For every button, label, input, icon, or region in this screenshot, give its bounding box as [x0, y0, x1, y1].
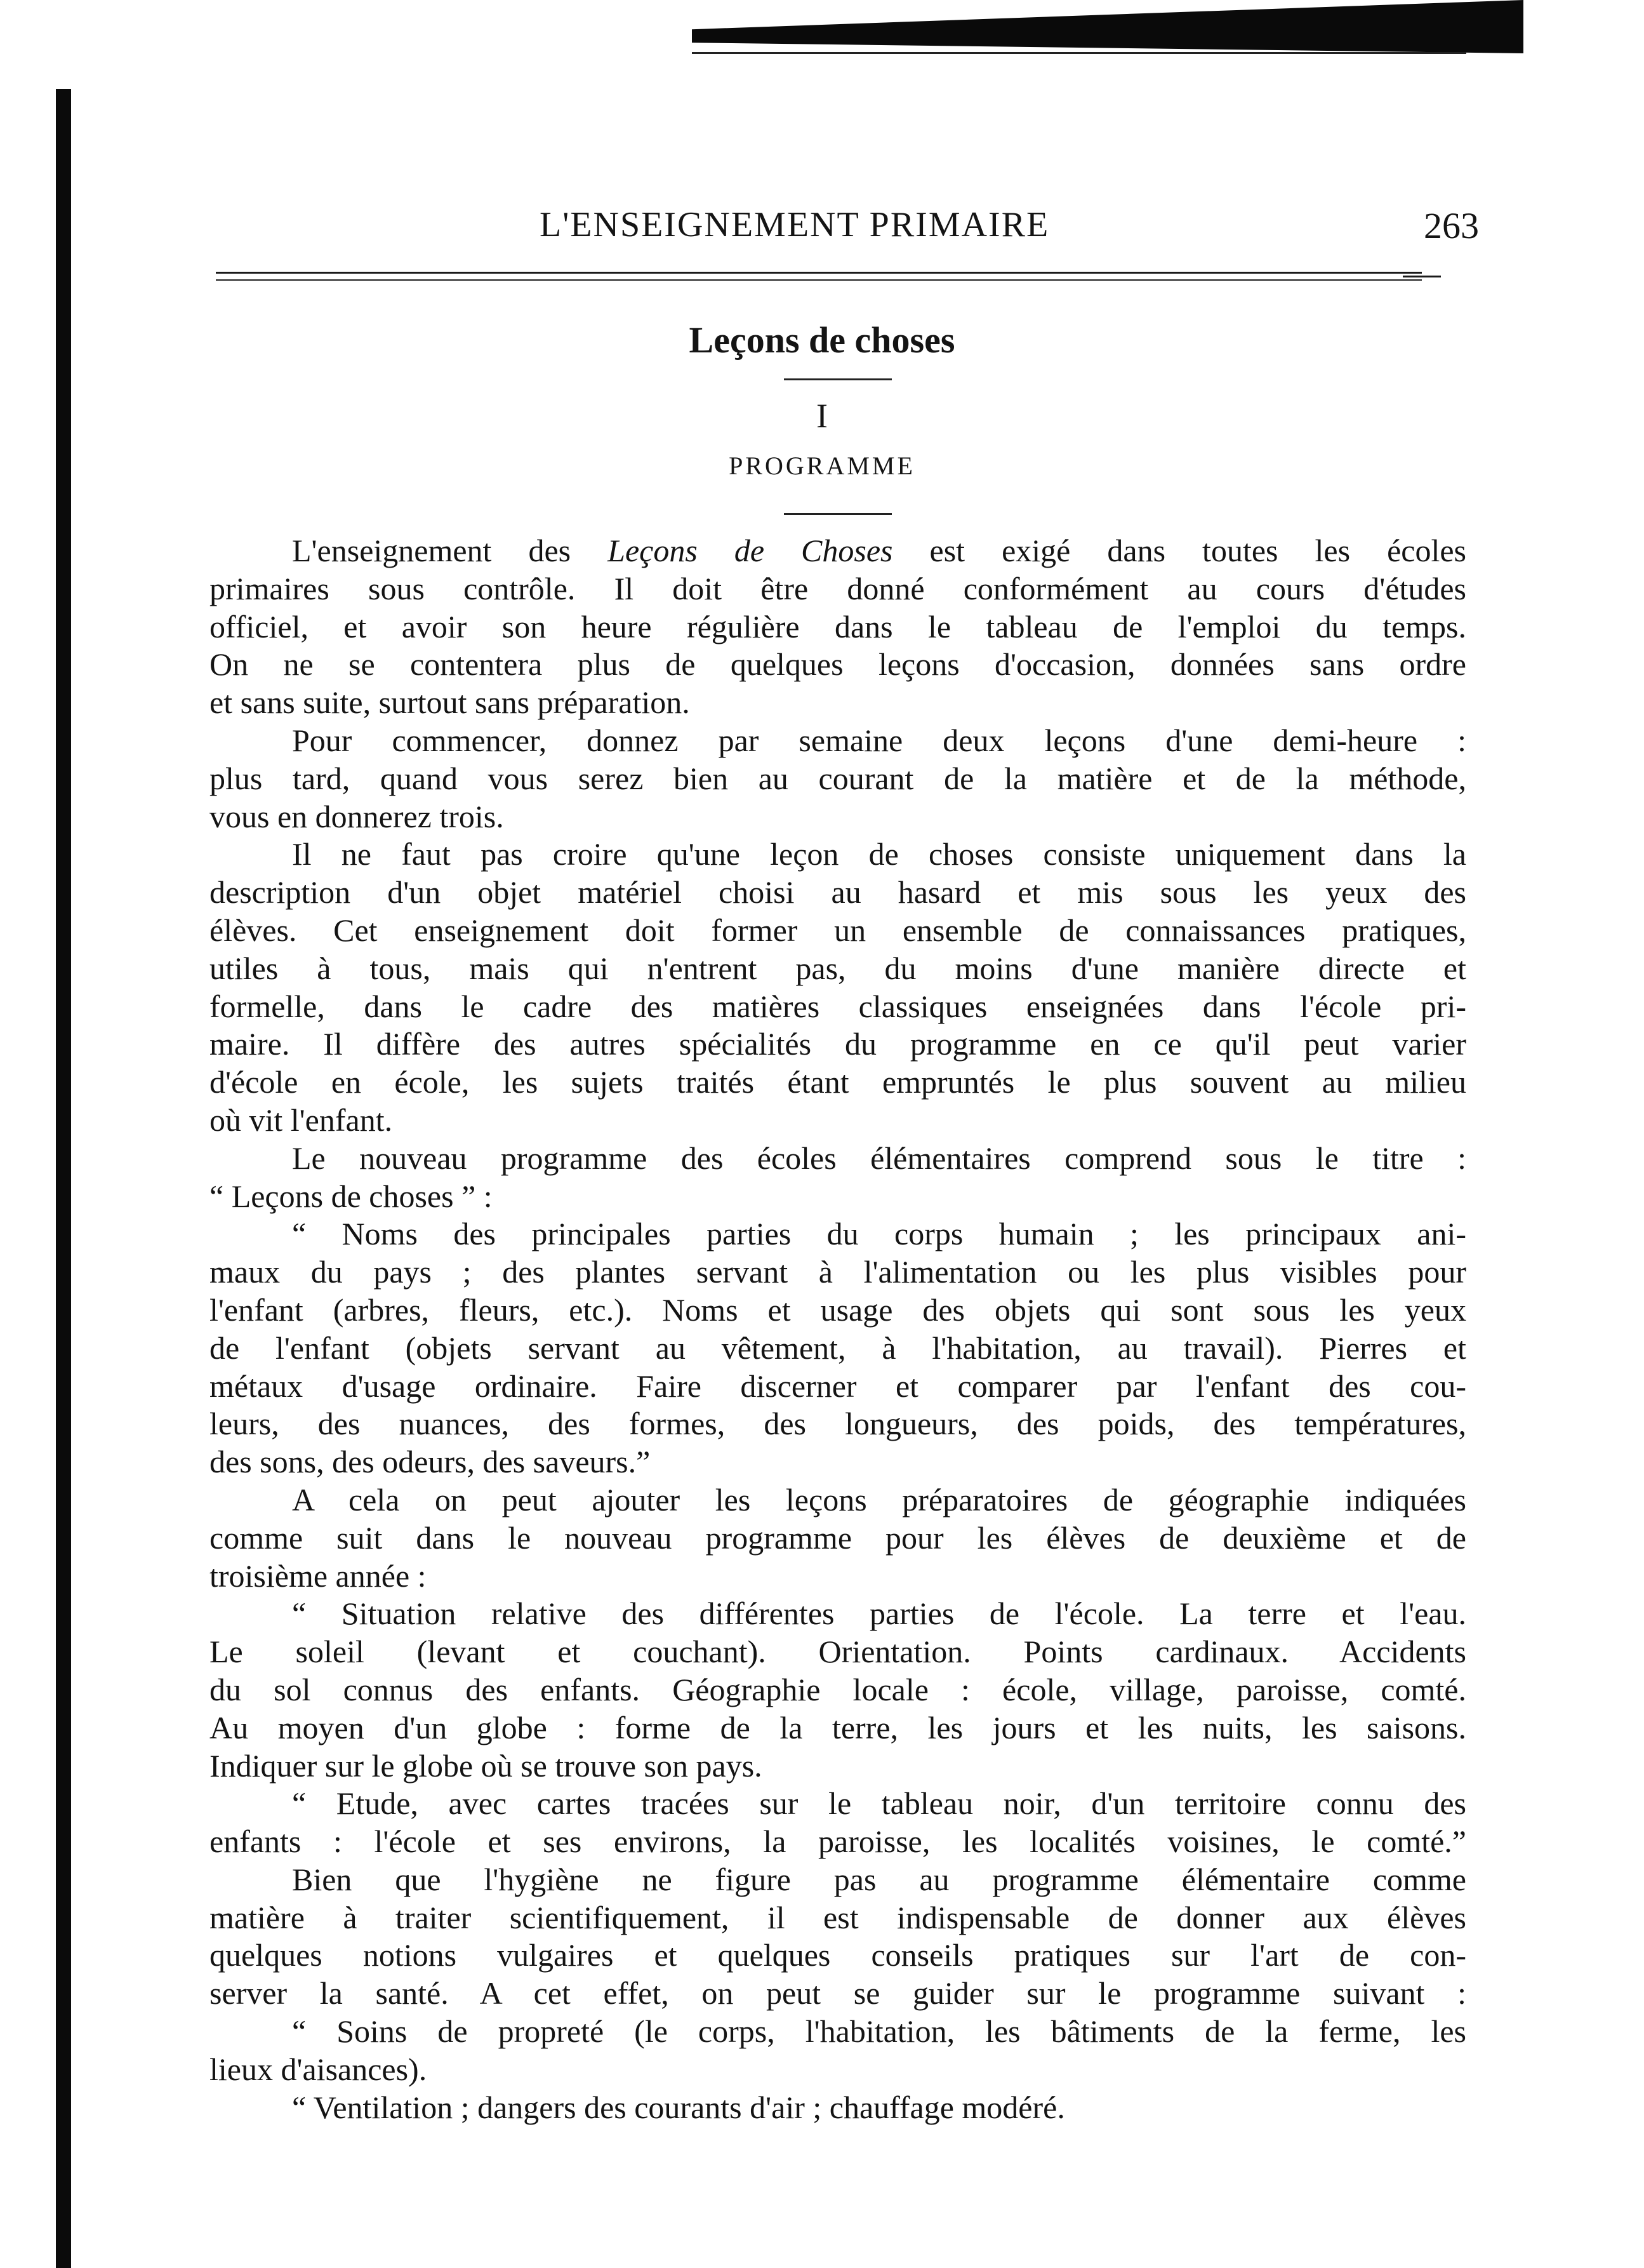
header-rule-top	[216, 272, 1422, 274]
section-divider	[784, 513, 892, 515]
text-line: leurs, des nuances, des formes, des longueurs, des poids, des températures,	[209, 1406, 1466, 1442]
text-line: server la santé. A cet effet, on peut se guider sur le programme suivant :	[209, 1975, 1466, 2011]
text-line: métaux d'usage ordinaire. Faire discerner et comparer par l'enfant des cou-	[209, 1368, 1466, 1404]
text-line: A cela on peut ajouter les leçons préparatoires de géographie indiquées	[292, 1481, 1466, 1518]
scan-line-top	[692, 52, 1466, 54]
text-line: du sol connus des enfants. Géographie locale : école, village, paroisse, comté.	[209, 1671, 1466, 1707]
header-rule-short	[1403, 276, 1441, 277]
text-line: “ Soins de propreté (le corps, l'habitation, les bâtiments de la ferme, les	[292, 2013, 1466, 2050]
text-line: matière à traiter scientifiquement, il est indispensable de donner aux élèves	[209, 1899, 1466, 1935]
text-line: “ Ventilation ; dangers des courants d'air ; chauffage modéré.	[292, 2089, 1065, 2125]
text-line: maux du pays ; des plantes servant à l'alimentation ou les plus visibles pour	[209, 1254, 1466, 1290]
text-line: et sans suite, surtout sans préparation.	[209, 684, 690, 721]
text-line: Le soleil (levant et couchant). Orientation. Points cardinaux. Accidents	[209, 1634, 1466, 1670]
text-line: utiles à tous, mais qui n'entrent pas, du moins d'une manière directe et	[209, 950, 1466, 986]
text-line: L'enseignement des Leçons de Choses est exigé dans toutes les écoles	[292, 533, 1466, 568]
text-line: plus tard, quand vous serez bien au courant de la matière et de la méthode,	[209, 760, 1466, 796]
scan-edge-top	[692, 0, 1523, 53]
section-label: PROGRAMME	[729, 451, 915, 480]
text-line: Pour commencer, donnez par semaine deux leçons d'une demi-heure :	[292, 722, 1466, 758]
text-line: Bien que l'hygiène ne figure pas au programme élémentaire comme	[292, 1861, 1466, 1897]
text-line: Indiquer sur le globe où se trouve son pays.	[209, 1747, 762, 1784]
text-line: “ Leçons de choses ” :	[209, 1178, 493, 1214]
text-line: des sons, des odeurs, des saveurs.”	[209, 1444, 651, 1480]
article-title: Leçons de choses	[689, 319, 955, 361]
title-divider	[784, 378, 892, 380]
text-line: d'école en école, les sujets traités étant empruntés le plus souvent au milieu	[209, 1064, 1466, 1100]
text-line: officiel, et avoir son heure régulière dans le tableau de l'emploi du temps.	[209, 608, 1466, 644]
text-line: “ Etude, avec cartes tracées sur le tableau noir, d'un territoire connu des	[292, 1785, 1466, 1822]
text-line: On ne se contentera plus de quelques leçons d'occasion, données sans ordre	[209, 646, 1466, 683]
text-line: l'enfant (arbres, fleurs, etc.). Noms et usage des objets qui sont sous les yeux	[209, 1291, 1466, 1328]
text-line: vous en donnerez trois.	[209, 798, 504, 834]
text-line: Il ne faut pas croire qu'une leçon de choses consiste uniquement dans la	[292, 836, 1466, 872]
text-line: lieux d'aisances).	[209, 2051, 427, 2087]
text-line: élèves. Cet enseignement doit former un ensemble de connaissances pratiques,	[209, 912, 1466, 948]
body-text	[209, 532, 1466, 2126]
text-line: quelques notions vulgaires et quelques conseils pratiques sur l'art de con-	[209, 1937, 1466, 1973]
text-line: “ Situation relative des différentes parties de l'école. La terre et l'eau.	[292, 1596, 1466, 1632]
text-line: Le nouveau programme des écoles élémentaires comprend sous le titre :	[292, 1140, 1466, 1176]
text-line: troisième année :	[209, 1558, 427, 1594]
text-line: Au moyen d'un globe : forme de la terre, les jours et les nuits, les saisons.	[209, 1709, 1466, 1745]
header-rule-bottom	[216, 279, 1422, 281]
text-line: primaires sous contrôle. Il doit être donné conformément au cours d'études	[209, 570, 1466, 606]
section-number: I	[816, 397, 828, 435]
text-line: de l'enfant (objets servant au vêtement, à l'habitation, au travail). Pierres et	[209, 1330, 1466, 1366]
text-line: enfants : l'école et ses environs, la paroisse, les localités voisines, le comté.”	[209, 1824, 1466, 1860]
text-line: maire. Il diffère des autres spécialités du programme en ce qu'il peut varier	[209, 1026, 1466, 1062]
page-header	[209, 204, 1479, 255]
text-line: “ Noms des principales parties du corps humain ; les principaux ani-	[292, 1216, 1466, 1252]
text-line: où vit l'enfant.	[209, 1102, 393, 1138]
text-line: comme suit dans le nouveau programme pour les élèves de deuxième et de	[209, 1519, 1466, 1556]
page-number: 263	[1424, 205, 1479, 246]
text-line: formelle, dans le cadre des matières classiques enseignées dans l'école pri-	[209, 988, 1466, 1024]
text-line: description d'un objet matériel choisi au hasard et mis sous les yeux des	[209, 874, 1466, 911]
running-head: L'ENSEIGNEMENT PRIMAIRE	[540, 205, 1050, 244]
